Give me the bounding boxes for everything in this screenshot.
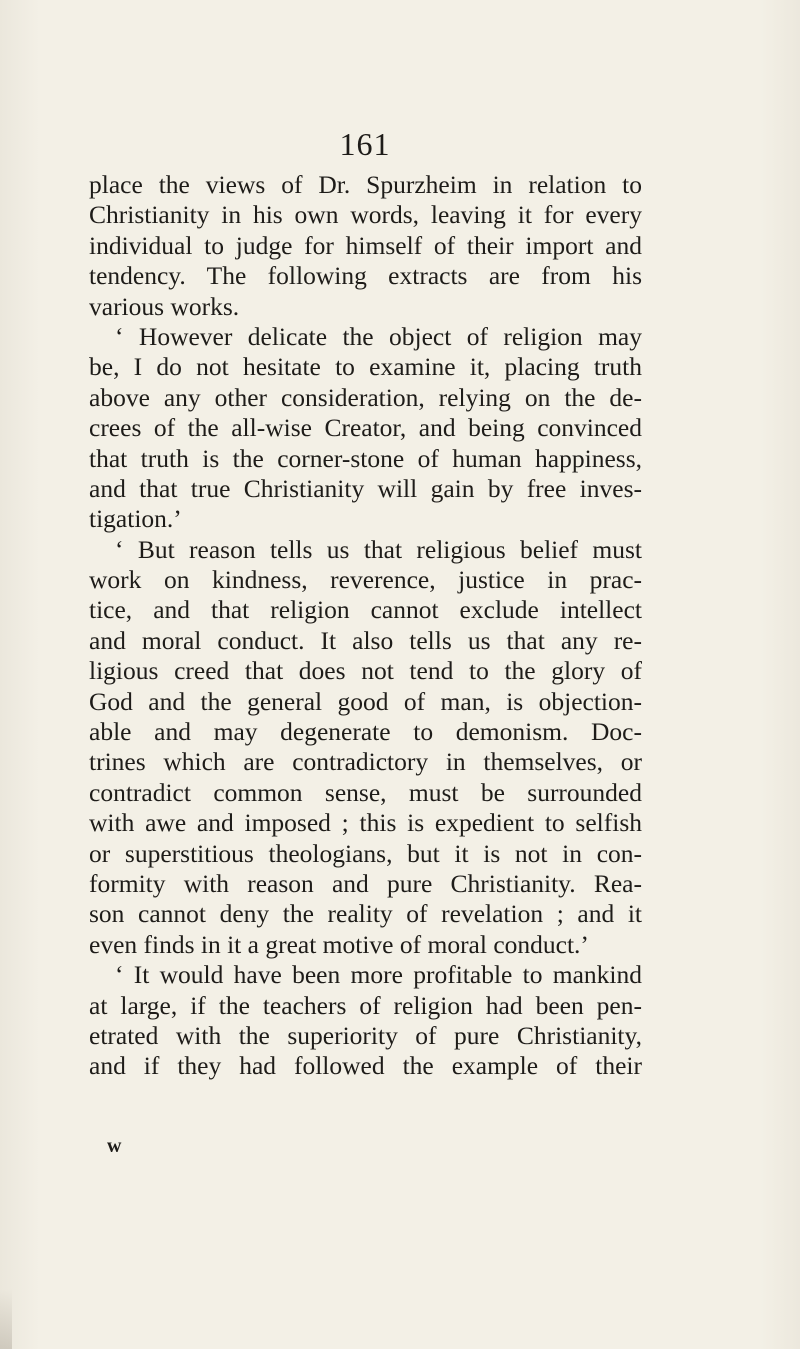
text-line: various works. [89, 291, 240, 321]
page-edge-shadow [0, 1289, 12, 1349]
text-line: trines which are contradictory in themselves, or [89, 747, 642, 777]
text-line: crees of the all-wise Creator, and being convinced [89, 413, 642, 443]
signature-mark: w [107, 1135, 122, 1157]
text-line: and that true Christianity will gain by free inves- [89, 473, 642, 503]
text-line: able and may degenerate to demonism. Doc- [89, 717, 642, 747]
text-line: God and the general good of man, is objection- [89, 686, 642, 716]
text-line: and moral conduct. It also tells us that any re- [89, 625, 642, 655]
text-line: work on kindness, reverence, justice in prac- [89, 565, 642, 595]
text-line: individual to judge for himself of their import and [89, 230, 642, 260]
text-line: even finds in it a great motive of moral conduct.’ [89, 929, 589, 959]
text-line: tigation.’ [89, 504, 182, 534]
text-line: contradict common sense, must be surrounded [89, 777, 642, 807]
text-line: ‘ However delicate the object of religion may [115, 321, 642, 351]
text-line: at large, if the teachers of religion had been pen- [89, 990, 642, 1020]
text-line: and if they had followed the example of their [89, 1051, 642, 1081]
text-line: ‘ It would have been more profitable to mankind [115, 960, 642, 990]
body-text [89, 170, 642, 1082]
text-line: tendency. The following extracts are from his [89, 261, 642, 291]
text-line: place the views of Dr. Spurzheim in relation to [89, 170, 642, 199]
text-line: that truth is the corner-stone of human happiness, [89, 443, 642, 473]
text-line: or superstitious theologians, but it is not in con- [89, 838, 642, 868]
text-line: ligious creed that does not tend to the glory of [89, 656, 642, 686]
text-line: ‘ But reason tells us that religious belief must [115, 534, 642, 564]
text-line: be, I do not hesitate to examine it, placing truth [89, 352, 642, 382]
text-line: above any other consideration, relying on the de- [89, 382, 642, 412]
text-line: Christianity in his own words, leaving it for every [89, 200, 642, 230]
text-line: son cannot deny the reality of revelation ; and it [89, 899, 642, 929]
page-number: 161 [339, 126, 391, 162]
text-line: tice, and that religion cannot exclude intellect [89, 595, 642, 625]
text-line: with awe and imposed ; this is expedient to selfish [89, 808, 642, 838]
text-line: formity with reason and pure Christianity. Rea- [89, 868, 642, 898]
text-line: etrated with the superiority of pure Christianity, [89, 1020, 642, 1050]
